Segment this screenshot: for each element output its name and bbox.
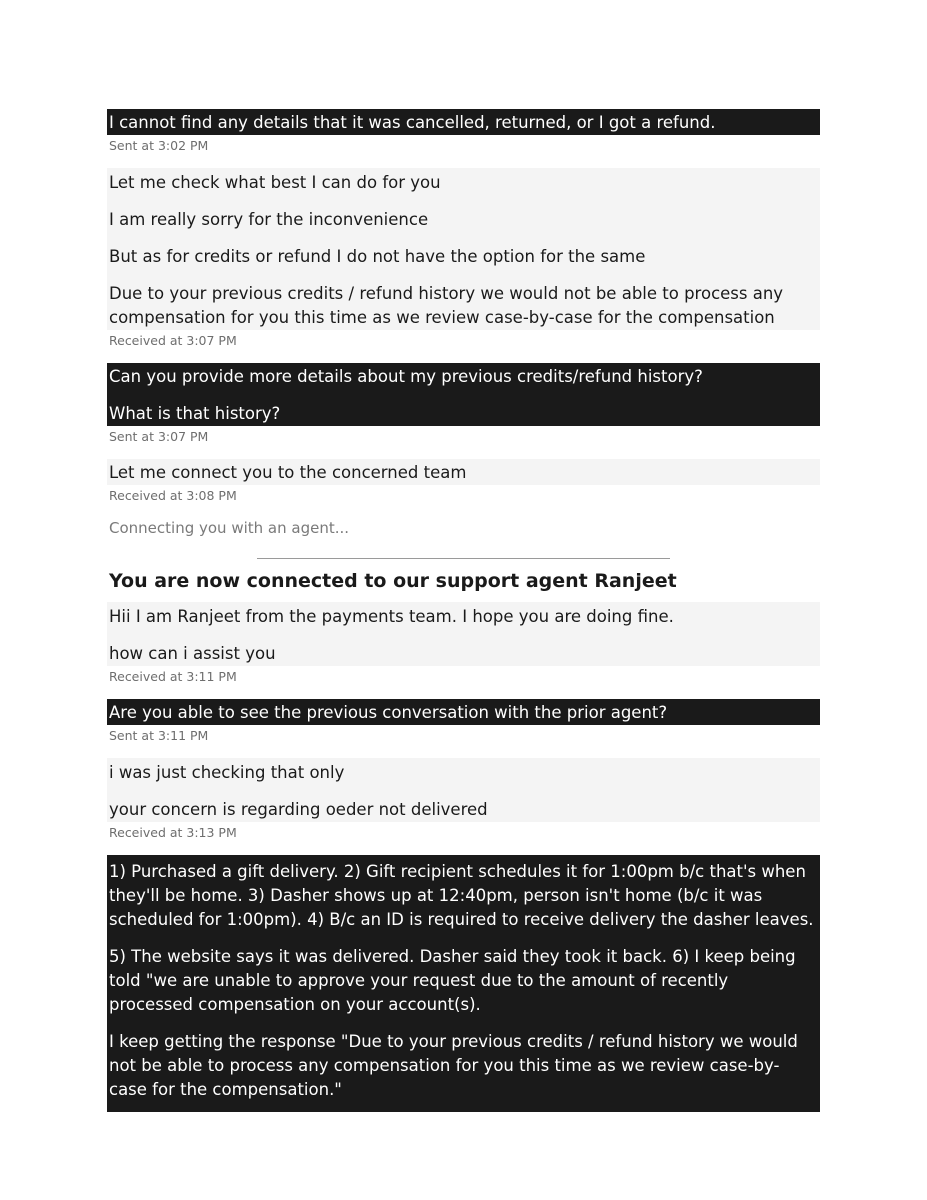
message-timestamp: Received at 3:08 PM: [109, 488, 237, 503]
message-timestamp: Received at 3:07 PM: [109, 333, 237, 348]
message-text: I am really sorry for the inconvenience: [109, 210, 429, 229]
message-text: 5) The website says it was delivered. Dasher said they took it back. 6) I keep being told "we are unable to approve your request due to the amount of recently processed compensation on your account(s).: [109, 947, 796, 1014]
message-text: What is that history?: [109, 404, 281, 423]
received-message: [107, 602, 820, 666]
sent-message: [107, 109, 820, 135]
sent-message: [107, 363, 820, 426]
received-message: [107, 758, 820, 822]
message-text: Are you able to see the previous conversation with the prior agent?: [109, 703, 668, 722]
message-text: 1) Purchased a gift delivery. 2) Gift recipient schedules it for 1:00pm b/c that's when they'll be home. 3) Dasher shows up at 12:40pm, person isn't home (b/c it was scheduled for 1:00pm). 4) B/c an ID is required to receive delivery the dasher leaves.: [109, 862, 814, 929]
message-timestamp: Sent at 3:02 PM: [109, 138, 209, 153]
received-message: [107, 168, 820, 330]
agent-connected-banner: You are now connected to our support agent Ranjeet: [109, 570, 677, 592]
message-text: Hii I am Ranjeet from the payments team. I hope you are doing fine.: [109, 607, 674, 626]
message-text: your concern is regarding oeder not delivered: [109, 800, 488, 819]
received-message: [107, 459, 820, 485]
section-divider: [257, 558, 670, 559]
connecting-status: Connecting you with an agent...: [109, 519, 350, 537]
message-text: I keep getting the response "Due to your previous credits / refund history we would not be able to process any compensation for you this time as we review case-by-case for the compensation.": [109, 1032, 798, 1099]
message-text: Can you provide more details about my previous credits/refund history?: [109, 367, 703, 386]
message-timestamp: Sent at 3:11 PM: [109, 728, 209, 743]
sent-message: [107, 699, 820, 725]
chat-transcript: [107, 109, 820, 1112]
message-timestamp: Sent at 3:07 PM: [109, 429, 209, 444]
message-text: Due to your previous credits / refund history we would not be able to process any compensation for you this time as we review case-by-case for the compensation: [109, 284, 784, 327]
message-timestamp: Received at 3:13 PM: [109, 825, 237, 840]
message-text: I cannot find any details that it was cancelled, returned, or I got a refund.: [109, 113, 716, 132]
message-text: i was just checking that only: [109, 763, 345, 782]
message-text: how can i assist you: [109, 644, 276, 663]
message-timestamp: Received at 3:11 PM: [109, 669, 237, 684]
sent-message: [107, 855, 820, 1112]
message-text: But as for credits or refund I do not have the option for the same: [109, 247, 646, 266]
message-text: Let me check what best I can do for you: [109, 173, 441, 192]
message-text: Let me connect you to the concerned team: [109, 463, 467, 482]
